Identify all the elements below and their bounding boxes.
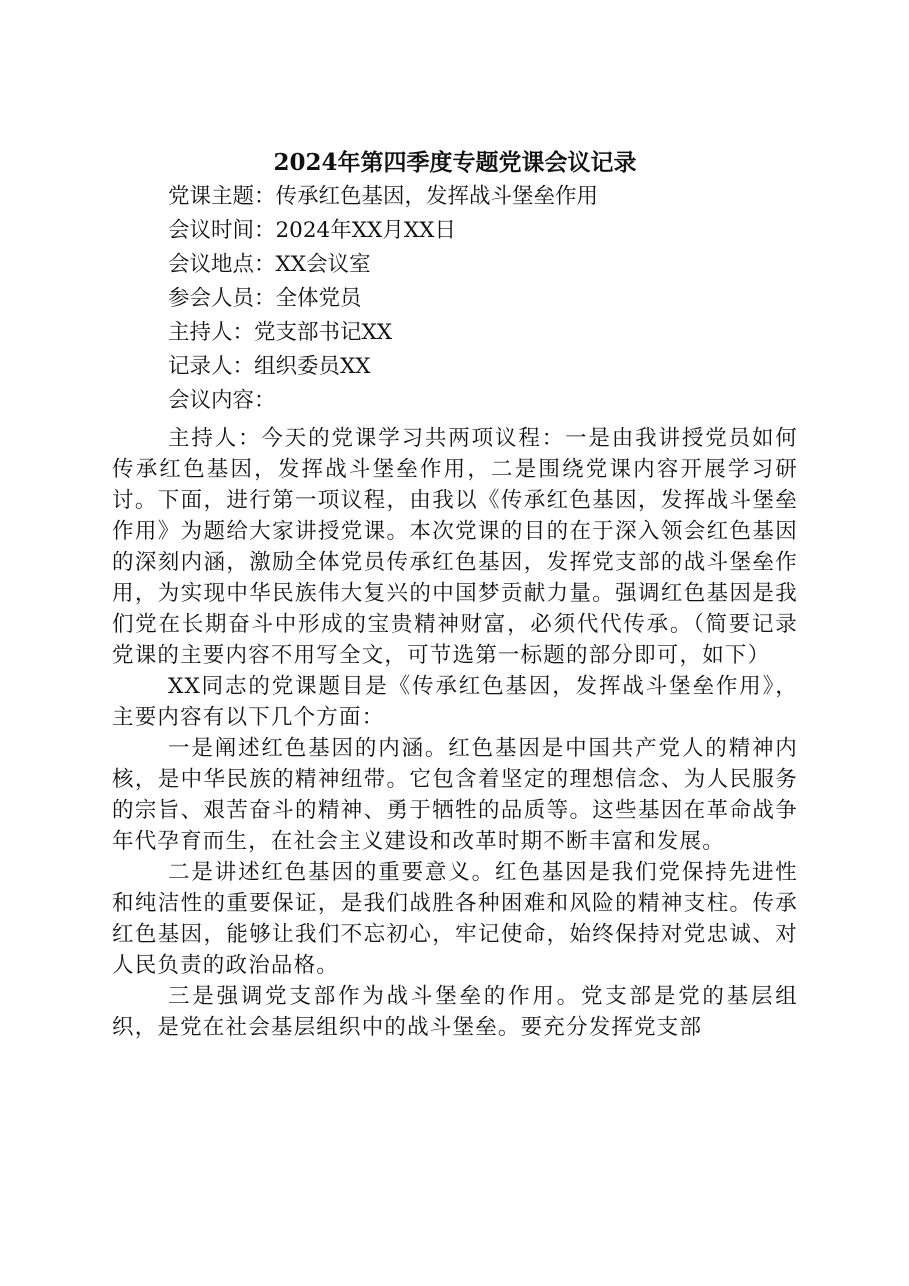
meta-content-label: 会议内容： <box>168 388 276 413</box>
paragraph-point-two: 二是讲述红色基因的重要意义。红色基因是我们党保持先进性和纯洁性的重要保证，是我们战胜各种困难和风险的精神支柱。传承红色基因，能够让我们不忘初心，牢记使命，始终保持对党忠诚、对人民负责的政治品格。 <box>112 860 798 978</box>
meta-attendees: 参会人员：全体党员 <box>168 286 362 311</box>
paragraph-host-intro: 主持人：今天的党课学习共两项议程：一是由我讲授党员如何传承红色基因，发挥战斗堡垒作用，二是围绕党课内容开展学习研讨。下面，进行第一项议程，由我以《传承红色基因，发挥战斗堡垒作用》为题给大家讲授党课。本次党课的目的在于深入领会红色基因的深刻内涵，激励全体党员传承红色基因，发挥党支部的战斗堡垒作用，为实现中华民族伟大复兴的中国梦贡献力量。强调红色基因是我们党在长期奋斗中形成的宝贵精神财富，必须代代传承。（简要记录党课的主要内容不用写全文，可节选第一标题的部分即可，如下） <box>112 426 798 668</box>
meta-topic: 党课主题：传承红色基因，发挥战斗堡垒作用 <box>168 184 599 209</box>
meta-recorder: 记录人：组织委员XX <box>168 354 371 379</box>
paragraph-point-one: 一是阐述红色基因的内涵。红色基因是中国共产党人的精神内核，是中华民族的精神纽带。它包含着坚定的理想信念、为人民服务的宗旨、艰苦奋斗的精神、勇于牺牲的品质等。这些基因在革命战争年代孕育而生，在社会主义建设和改革时期不断丰富和发展。 <box>112 736 798 854</box>
paragraph-point-three: 三是强调党支部作为战斗堡垒的作用。党支部是党的基层组织，是党在社会基层组织中的战斗堡垒。要充分发挥党支部 <box>112 984 798 1040</box>
paragraph-lecture-topic: XX同志的党课题目是《传承红色基因，发挥战斗堡垒作用》，主要内容有以下几个方面： <box>112 674 798 730</box>
document-title: 2024年第四季度专题党课会议记录 <box>273 149 637 176</box>
meta-host: 主持人：党支部书记XX <box>168 320 393 345</box>
meta-time: 会议时间：2024年XX月XX日 <box>168 218 456 243</box>
meta-location: 会议地点：XX会议室 <box>168 252 371 277</box>
document-body <box>112 146 798 1043</box>
